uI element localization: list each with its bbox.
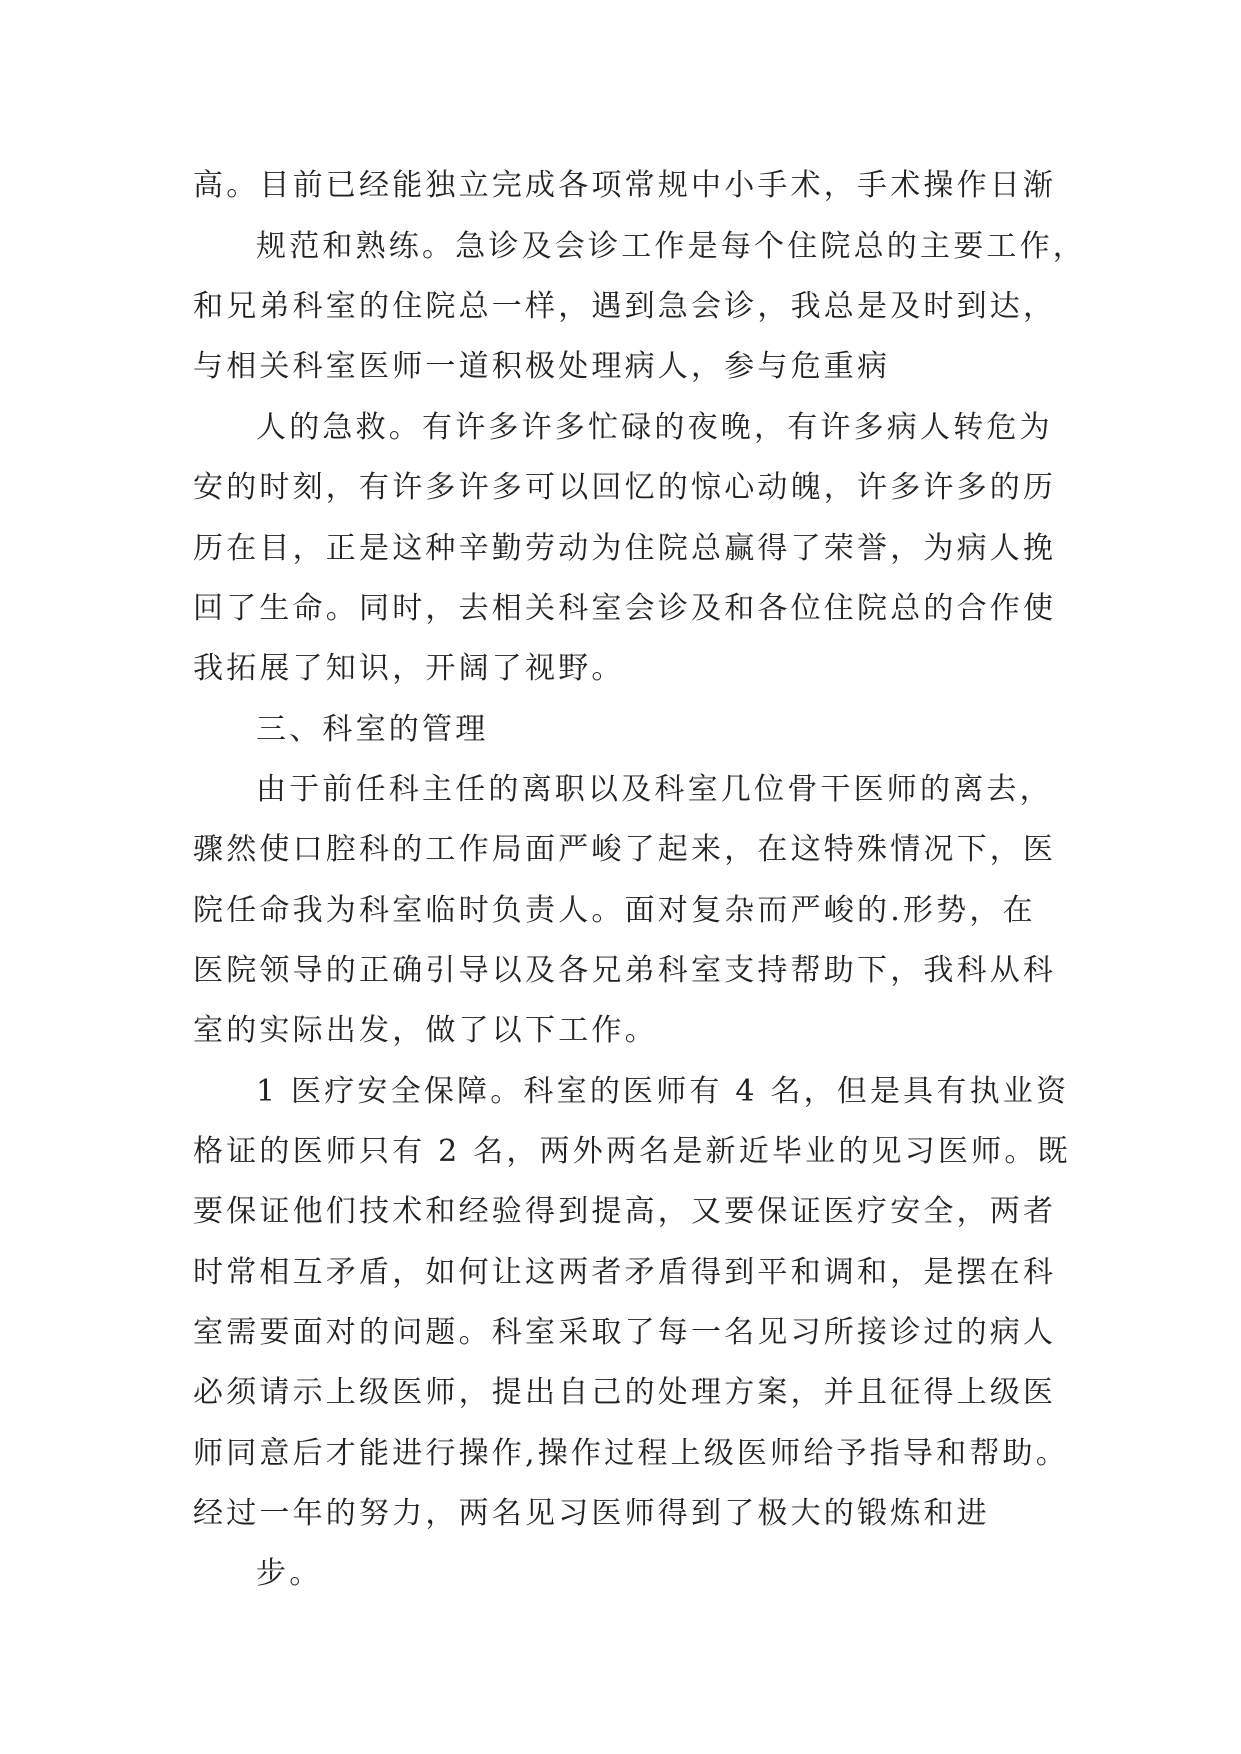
- text-line: 由于前任科主任的离职以及科室几位骨干医师的离去，: [256, 772, 1053, 807]
- text-line: 高。目前已经能独立完成各项常规中小手术，手术操作日渐: [193, 168, 1057, 203]
- text-line: 人的急救。有许多许多忙碌的夜晚，有许多病人转危为: [256, 410, 1053, 445]
- text-line: 与相关科室医师一道积极处理病人，参与危重病: [193, 349, 891, 384]
- text-line: 经过一年的努力，两名见习医师得到了极大的锻炼和进: [193, 1496, 990, 1531]
- text-line: 安的时刻，有许多许多可以回忆的惊心动魄，许多许多的历: [193, 470, 1057, 505]
- text-line: 和兄弟科室的住院总一样，遇到急会诊，我总是及时到达，: [193, 289, 1057, 324]
- text-line: 回了生命。同时，去相关科室会诊及和各位住院总的合作使: [193, 591, 1057, 626]
- text-line: 必须请示上级医师，提出自己的处理方案，并且征得上级医: [193, 1375, 1057, 1410]
- text-line: 我拓展了知识，开阔了视野。: [193, 651, 625, 686]
- text-line: 室的实际出发，做了以下工作。: [193, 1013, 658, 1048]
- text-line: 规范和熟练。急诊及会诊工作是每个住院总的主要工作，: [256, 229, 1086, 264]
- text-line: 师同意后才能进行操作,操作过程上级医师给予指导和帮助。: [193, 1436, 1069, 1471]
- text-line: 步。: [256, 1556, 323, 1591]
- text-line: 时常相互矛盾，如何让这两者矛盾得到平和调和，是摆在科: [193, 1255, 1057, 1290]
- section-heading: 三、科室的管理: [256, 712, 489, 747]
- text-line: 医院领导的正确引导以及各兄弟科室支持帮助下，我科从科: [193, 953, 1057, 988]
- text-line: 院任命我为科室临时负责人。面对复杂而严峻的.形势，在: [193, 893, 1036, 928]
- text-line: 历在目，正是这种辛勤劳动为住院总赢得了荣誉，为病人挽: [193, 531, 1057, 566]
- text-line: 室需要面对的问题。科室采取了每一名见习所接诊过的病人: [193, 1315, 1057, 1350]
- text-line: 格证的医师只有 2 名，两外两名是新近毕业的见习医师。既: [193, 1134, 1071, 1169]
- text-line: 1 医疗安全保障。科室的医师有 4 名，但是具有执业资: [256, 1074, 1070, 1109]
- text-line: 骤然使口腔科的工作局面严峻了起来，在这特殊情况下，医: [193, 832, 1057, 867]
- text-line: 要保证他们技术和经验得到提高，又要保证医疗安全，两者: [193, 1194, 1057, 1229]
